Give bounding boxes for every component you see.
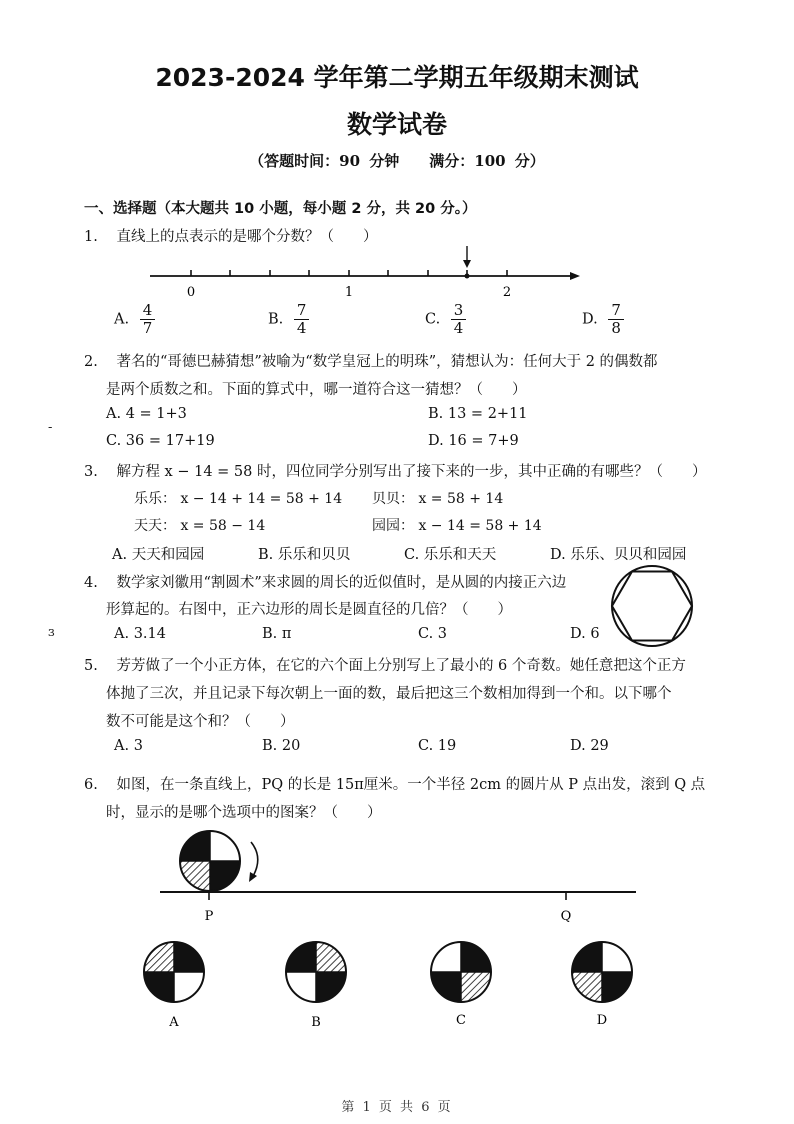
question-6-line2: 时，显示的是哪个选项中的图案？（ ） bbox=[106, 805, 382, 821]
q3-option-a: A. 天天和园园 bbox=[112, 547, 205, 563]
exam-time-info: （答题时间：90 分钟 满分：100 分） bbox=[249, 152, 545, 170]
question-5-line2: 体抛了三次，并且记录下每次朝上一面的数，最后把这三个数相加得到一个和。以下哪个 bbox=[106, 686, 672, 702]
question-number: 6. bbox=[84, 777, 98, 793]
margin-mark: ɜ bbox=[48, 625, 55, 640]
q1-option-b: B. $\frac{7}{4}$ bbox=[268, 302, 309, 337]
question-text-line1: 芳芳做了一个小正方体，在它的六个面上分别写上了最小的 6 个奇数。她任意把这个正方 bbox=[116, 658, 686, 674]
q3-option-c: C. 乐乐和天天 bbox=[404, 547, 497, 563]
question-text-line1: 著名的“哥德巴赫猜想”被喻为“数学皇冠上的明珠”，猜想认为：任何大于 2 的偶数都 bbox=[116, 354, 658, 370]
q3-step-yuanyuan: 园园： x − 14 = 58 + 14 bbox=[372, 518, 542, 534]
page-footer: 第 1 页 共 6 页 bbox=[341, 1100, 453, 1115]
tick-label-1: 1 bbox=[344, 285, 354, 300]
q2-option-b: B. 13 = 2+11 bbox=[428, 406, 528, 422]
q5-option-b: B. 20 bbox=[262, 738, 301, 754]
question-number: 2. bbox=[84, 354, 98, 370]
point-q-label: Q bbox=[560, 909, 572, 924]
q6-option-d-label: D bbox=[596, 1013, 608, 1028]
tick-label-0: 0 bbox=[186, 285, 196, 300]
q2-option-d: D. 16 = 7+9 bbox=[428, 433, 519, 449]
margin-mark: - bbox=[48, 420, 53, 435]
rotation-arrow-icon bbox=[251, 842, 258, 878]
q2-option-c: C. 36 = 17+19 bbox=[106, 433, 215, 449]
q3-step-lele: 乐乐： x − 14 + 14 = 58 + 14 bbox=[134, 491, 343, 507]
q6-option-c-label: C bbox=[456, 1013, 466, 1028]
question-4-line2: 形算起的。右图中，正六边形的周长是圆直径的几倍？（ ） bbox=[106, 602, 512, 618]
q3-step-tiantian: 天天： x = 58 − 14 bbox=[134, 518, 266, 534]
exam-subject: 数学试卷 bbox=[346, 110, 447, 139]
q4-option-a: A. 3.14 bbox=[114, 626, 166, 642]
q4-option-b: B. π bbox=[262, 626, 292, 642]
start-disc bbox=[180, 831, 240, 891]
point-p-label: P bbox=[204, 909, 214, 924]
q6-option-a-label: A bbox=[169, 1015, 179, 1030]
question-number: 4. bbox=[84, 575, 98, 591]
question-text-line1: 数学家刘徽用“割圆术”来求圆的周长的近似值时，是从圆的内接正六边 bbox=[116, 575, 567, 591]
q5-option-d: D. 29 bbox=[570, 738, 609, 754]
tick-label-2: 2 bbox=[502, 285, 512, 300]
q5-option-a: A. 3 bbox=[114, 738, 143, 754]
q1-option-a: A. $\frac{4}{7}$ bbox=[114, 302, 155, 337]
q6-option-b-disc bbox=[286, 942, 346, 1002]
question-5-line3: 数不可能是这个和？（ ） bbox=[106, 714, 295, 730]
q3-step-beibei: 贝贝： x = 58 + 14 bbox=[372, 491, 504, 507]
rotation-arrowhead-icon bbox=[249, 872, 257, 882]
q3-option-b: B. 乐乐和贝贝 bbox=[258, 547, 351, 563]
question-text-line1: 如图，在一条直线上，PQ 的长是 15π厘米。一个半径 2cm 的圆片从 P 点出发，滚到 Q 点 bbox=[116, 777, 706, 793]
exam-title: 2023-2024 学年第二学期五年级期末测试 bbox=[155, 63, 639, 92]
q6-option-c-disc bbox=[431, 942, 491, 1002]
question-number: 3. bbox=[84, 464, 98, 480]
question-2-line2: 是两个质数之和。下面的算式中，哪一道符合这一猜想？（ ） bbox=[106, 382, 527, 398]
q4-option-c: C. 3 bbox=[418, 626, 448, 642]
q6-option-d-disc bbox=[572, 942, 632, 1002]
q4-option-d: D. 6 bbox=[570, 626, 600, 642]
q6-option-b-label: B bbox=[311, 1015, 321, 1030]
q3-option-d: D. 乐乐、贝贝和园园 bbox=[550, 547, 687, 563]
question-text: 解方程 x − 14 = 58 时，四位同学分别写出了接下来的一步，其中正确的有哪些？（ ） bbox=[116, 464, 707, 480]
q1-option-c: C. $\frac{3}{4}$ bbox=[425, 302, 466, 337]
q1-option-d: D. $\frac{7}{8}$ bbox=[582, 302, 624, 337]
q5-option-c: C. 19 bbox=[418, 738, 457, 754]
question-text: 直线上的点表示的是哪个分数？（ ） bbox=[116, 229, 378, 245]
question-number: 5. bbox=[84, 658, 98, 674]
q6-option-a-disc bbox=[144, 942, 204, 1002]
question-number: 1. bbox=[84, 229, 98, 245]
section-heading: 一、选择题（本大题共 10 小题，每小题 2 分，共 20 分。） bbox=[84, 201, 477, 217]
q2-option-a: A. 4 = 1+3 bbox=[106, 406, 187, 422]
